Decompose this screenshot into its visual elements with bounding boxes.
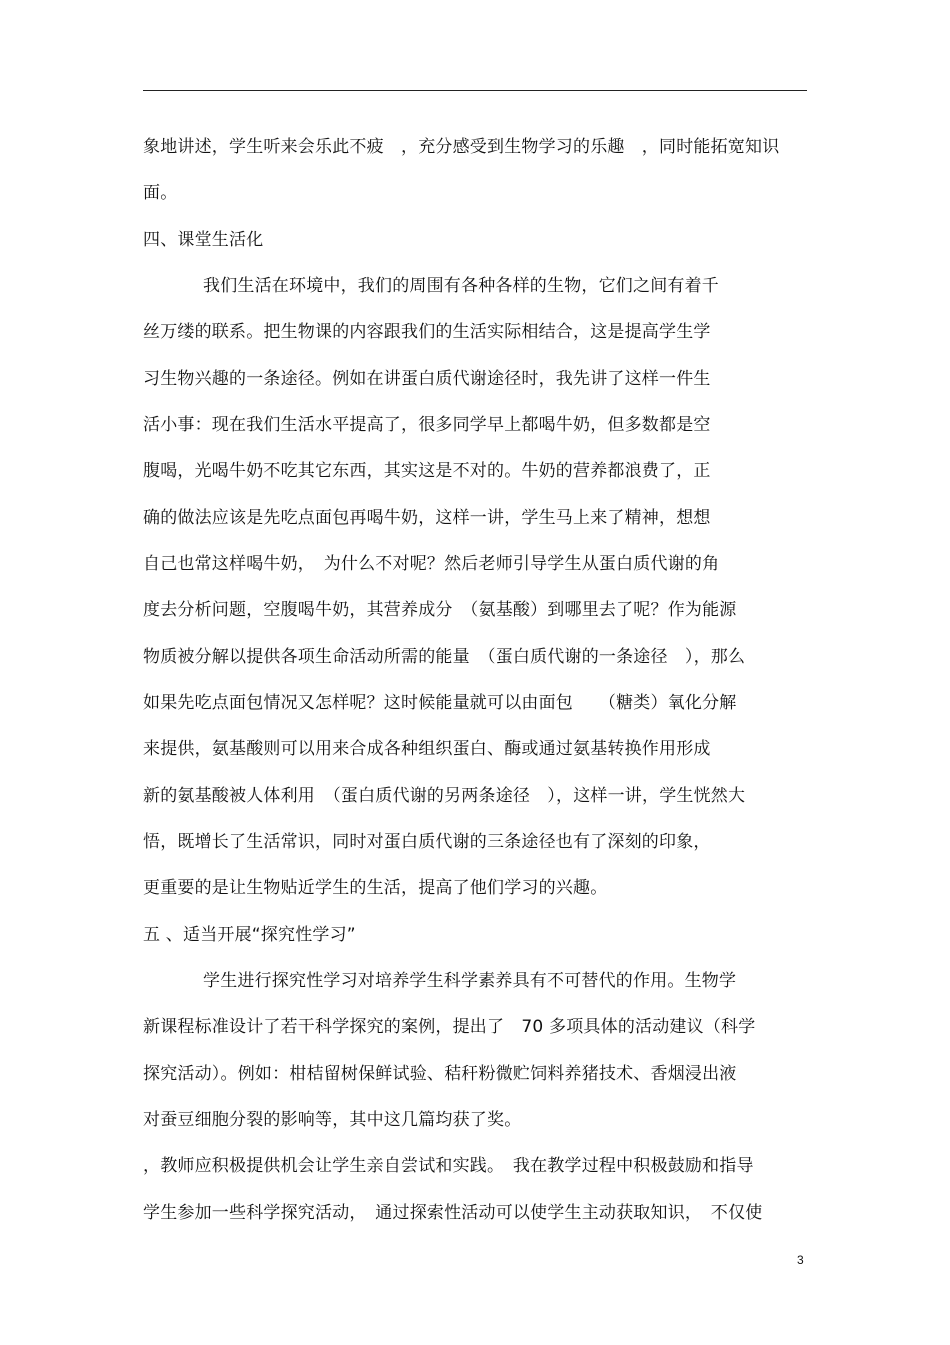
text-line: 象地讲述，学生听来会乐此不疲 ，充分感受到生物学习的乐趣 ，同时能拓宽知识: [143, 137, 780, 157]
text-line: 自己也常这样喝牛奶， 为什么不对呢？然后老师引导学生从蛋白质代谢的角: [143, 554, 720, 574]
text-line: 我们生活在环境中，我们的周围有各种各样的生物，它们之间有着千: [203, 276, 719, 296]
section-heading: 五 、适当开展“探究性学习”: [143, 925, 356, 945]
text-line: 确的做法应该是先吃点面包再喝牛奶，这样一讲，学生马上来了精神，想想: [143, 508, 711, 528]
text-line: 面。: [143, 183, 178, 203]
text-line: 悟，既增长了生活常识，同时对蛋白质代谢的三条途径也有了深刻的印象，: [143, 832, 711, 852]
text-line: 对蚕豆细胞分裂的影响等，其中这几篇均获了奖。: [143, 1110, 522, 1130]
text-line: 来提供，氨基酸则可以用来合成各种组织蛋白、酶或通过氨基转换作用形成: [143, 739, 711, 759]
text-line: 学生进行探究性学习对培养学生科学素养具有不可替代的作用。生物学: [203, 971, 737, 991]
text-line: 新的氨基酸被人体利用 （蛋白质代谢的另两条途径 ），这样一讲，学生恍然大: [143, 786, 746, 806]
text-line: 新课程标准设计了若干科学探究的案例，提出了 70 多项具体的活动建议（科学: [143, 1017, 756, 1037]
header-rule: [143, 90, 807, 91]
text-line: 丝万缕的联系。把生物课的内容跟我们的生活实际相结合，这是提高学生学: [143, 322, 711, 342]
text-line: 如果先吃点面包情况又怎样呢？这时候能量就可以由面包 （糖类）氧化分解: [143, 693, 737, 713]
text-line: ，教师应积极提供机会让学生亲自尝试和实践。 我在教学过程中积极鼓励和指导: [143, 1156, 754, 1176]
text-line: 度去分析问题，空腹喝牛奶，其营养成分 （氨基酸）到哪里去了呢？作为能源: [143, 600, 737, 620]
text-line: 腹喝，光喝牛奶不吃其它东西，其实这是不对的。牛奶的营养都浪费了，正: [143, 461, 711, 481]
text-line: 物质被分解以提供各项生命活动所需的能量 （蛋白质代谢的一条途径 ），那么: [143, 647, 746, 667]
text-line: 探究活动）。例如：柑桔留树保鲜试验、秸秆粉微贮饲料养猪技术、香烟浸出液: [143, 1064, 737, 1084]
page-number: 3: [797, 1253, 804, 1267]
text-line: 更重要的是让生物贴近学生的生活，提高了他们学习的兴趣。: [143, 878, 608, 898]
text-line: 习生物兴趣的一条途径。例如在讲蛋白质代谢途径时，我先讲了这样一件生: [143, 369, 711, 389]
text-line: 活小事：现在我们生活水平提高了，很多同学早上都喝牛奶，但多数都是空: [143, 415, 711, 435]
text-line: 学生参加一些科学探究活动， 通过探索性活动可以使学生主动获取知识， 不仅使: [143, 1203, 763, 1223]
section-heading: 四、课堂生活化: [143, 230, 264, 250]
